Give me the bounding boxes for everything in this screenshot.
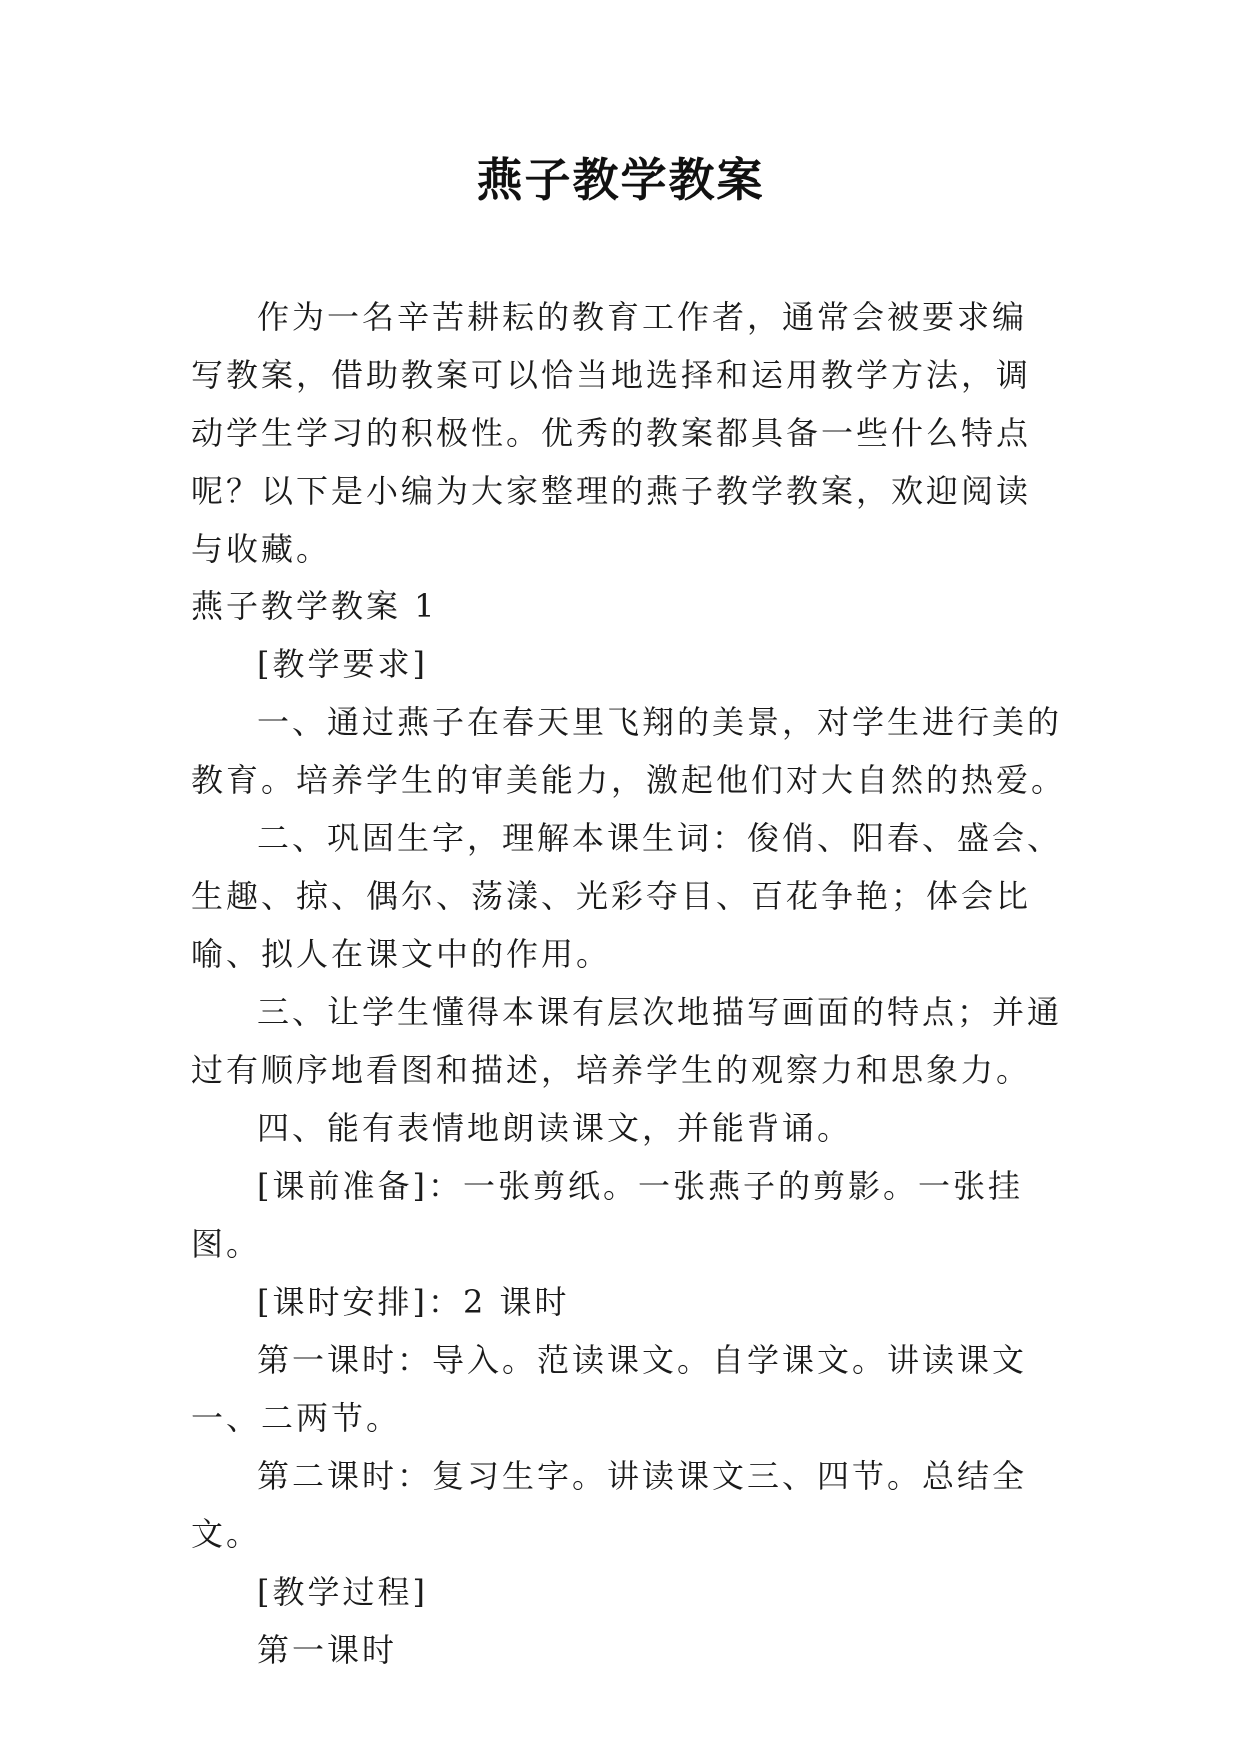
section-heading: 燕子教学教案 1: [191, 587, 438, 625]
paragraph-lesson-1: 第一课时：导入。范读课文。自学课文。讲读课文一、二两节。: [191, 1341, 1028, 1437]
paragraph-teaching-requirements: [教学要求]: [257, 645, 428, 683]
paragraph-lesson-2: 第二课时：复习生字。讲读课文三、四节。总结全文。: [191, 1457, 1028, 1553]
document-title: 燕子教学教案: [476, 153, 765, 207]
paragraph-teaching-process: [教学过程]: [257, 1573, 428, 1611]
paragraph-preparation: [课前准备]：一张剪纸。一张燕子的剪影。一张挂图。: [191, 1167, 1023, 1263]
document-body: [191, 577, 1071, 1679]
intro-paragraph: 作为一名辛苦耕耘的教育工作者，通常会被要求编写教案，借助教案可以恰当地选择和运用教学方法，调动学生学习的积极性。优秀的教案都具备一些什么特点呢？以下是小编为大家整理的燕子教学教案，欢迎阅读与收藏。: [191, 298, 1032, 568]
paragraph-first-lesson: 第一课时: [257, 1631, 398, 1669]
paragraph-requirement-3: 三、让学生懂得本课有层次地描写画面的特点；并通过有顺序地看图和描述，培养学生的观察力和思象力。: [191, 993, 1063, 1089]
paragraph-schedule: [课时安排]：2 课时: [257, 1283, 570, 1321]
paragraph-requirement-4: 四、能有表情地朗读课文，并能背诵。: [257, 1109, 853, 1147]
paragraph-requirement-1: 一、通过燕子在春天里飞翔的美景，对学生进行美的教育。培养学生的审美能力，激起他们对大自然的热爱。: [191, 703, 1067, 799]
paragraph-requirement-2: 二、巩固生字，理解本课生词：俊俏、阳春、盛会、生趣、掠、偶尔、荡漾、光彩夺目、百花争艳；体会比喻、拟人在课文中的作用。: [191, 819, 1063, 973]
